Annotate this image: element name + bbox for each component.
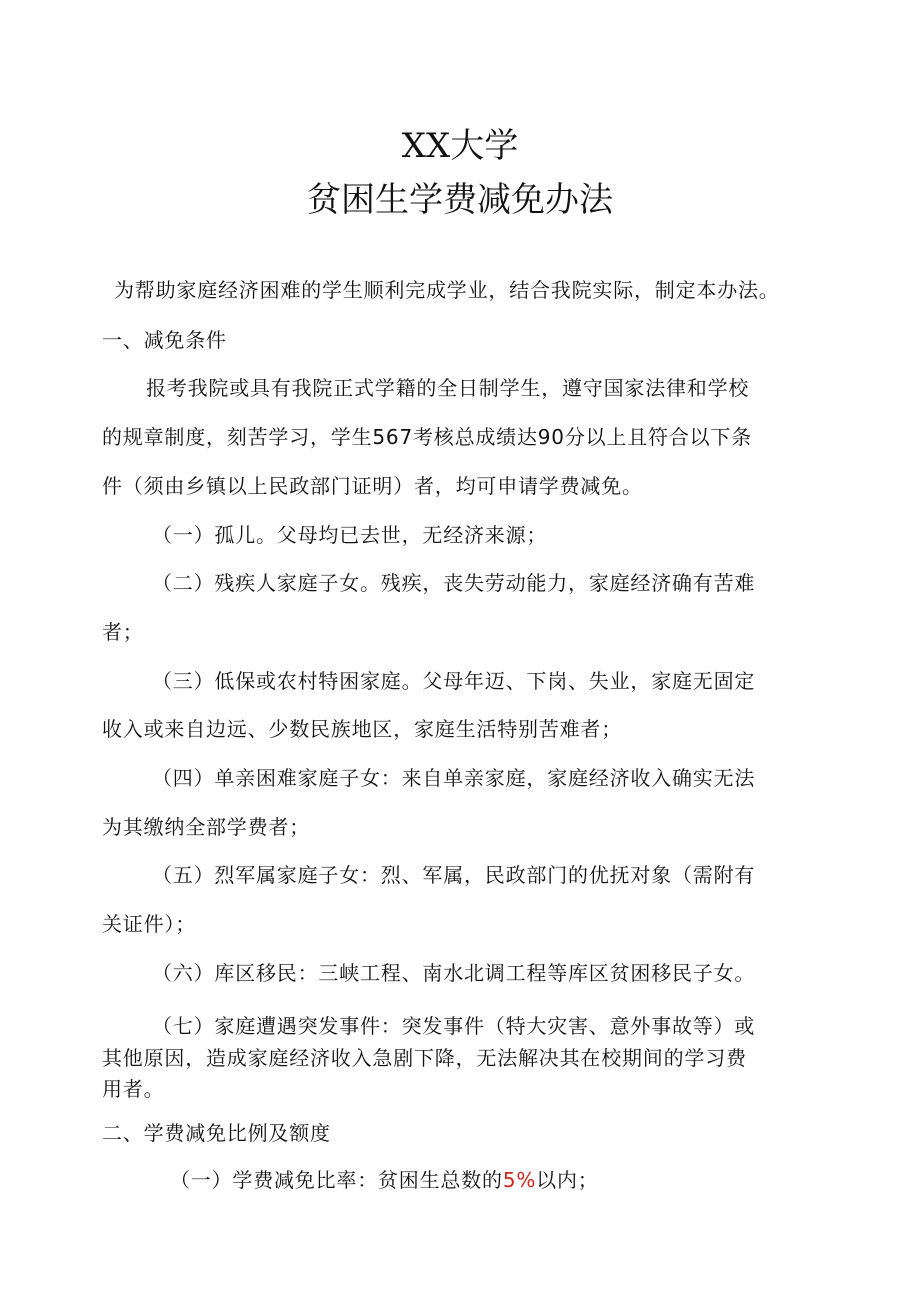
condition-item-3-cont: 收入或来自边远、少数民族地区，家庭生活特别苦难者； [102,717,622,741]
condition-item-7-cont: 用者。 [102,1077,165,1101]
condition-item-3: （三）低保或农村特困家庭。父母年迈、下岗、失业，家庭无固定 [152,669,756,693]
intro-paragraph: 为帮助家庭经济困难的学生顺利完成学业，结合我院实际，制定本办法。 [114,278,780,302]
document-title-policy: 贫困生学费减免办法 [307,180,613,220]
condition-item-5: （五）烈军属家庭子女：烈、军属，民政部门的优抚对象（需附有 [152,863,756,887]
section1-heading: 一、减免条件 [102,328,227,352]
condition-item-5-cont: 关证件）； [102,912,196,936]
condition-item-7-cont: 其他原因，造成家庭经济收入急剧下降，无法解决其在校期间的学习费 [102,1046,747,1070]
condition-item-1: （一）孤儿。父母均已去世，无经济来源； [152,523,548,547]
condition-item-4: （四）单亲困难家庭子女：来自单亲家庭，家庭经济收入确实无法 [152,766,756,790]
highlight-percentage: 5% [502,1168,537,1192]
condition-item-4-cont: 为其缴纳全部学费者； [102,815,310,839]
condition-item-6: （六）库区移民：三峡工程、南水北调工程等库区贫困移民子女。 [152,961,756,985]
section2-item-1 [170,1164,599,1193]
section2-item-1-prefix: （一）学费减免比率：贫困生总数的 [170,1168,503,1192]
document-title-university: XX大学 [401,126,519,166]
condition-item-7: （七）家庭遭遇突发事件：突发事件（特大灾害、意外事故等）或 [152,1014,756,1038]
condition-item-2-cont: 者； [102,620,144,644]
condition-item-2: （二）残疾人家庭子女。残疾，丧失劳动能力，家庭经济确有苦难 [152,571,756,595]
section1-para-line: 的规章制度，刻苦学习，学生567考核总成绩达90分以上且符合以下条 [102,425,753,449]
section1-para-line: 报考我院或具有我院正式学籍的全日制学生，遵守国家法律和学校 [146,376,750,400]
section2-item-1-suffix: 以内； [536,1168,599,1192]
section1-para-line: 件（须由乡镇以上民政部门证明）者，均可申请学费减免。 [102,474,643,498]
section2-heading: 二、学费减免比例及额度 [102,1121,331,1145]
